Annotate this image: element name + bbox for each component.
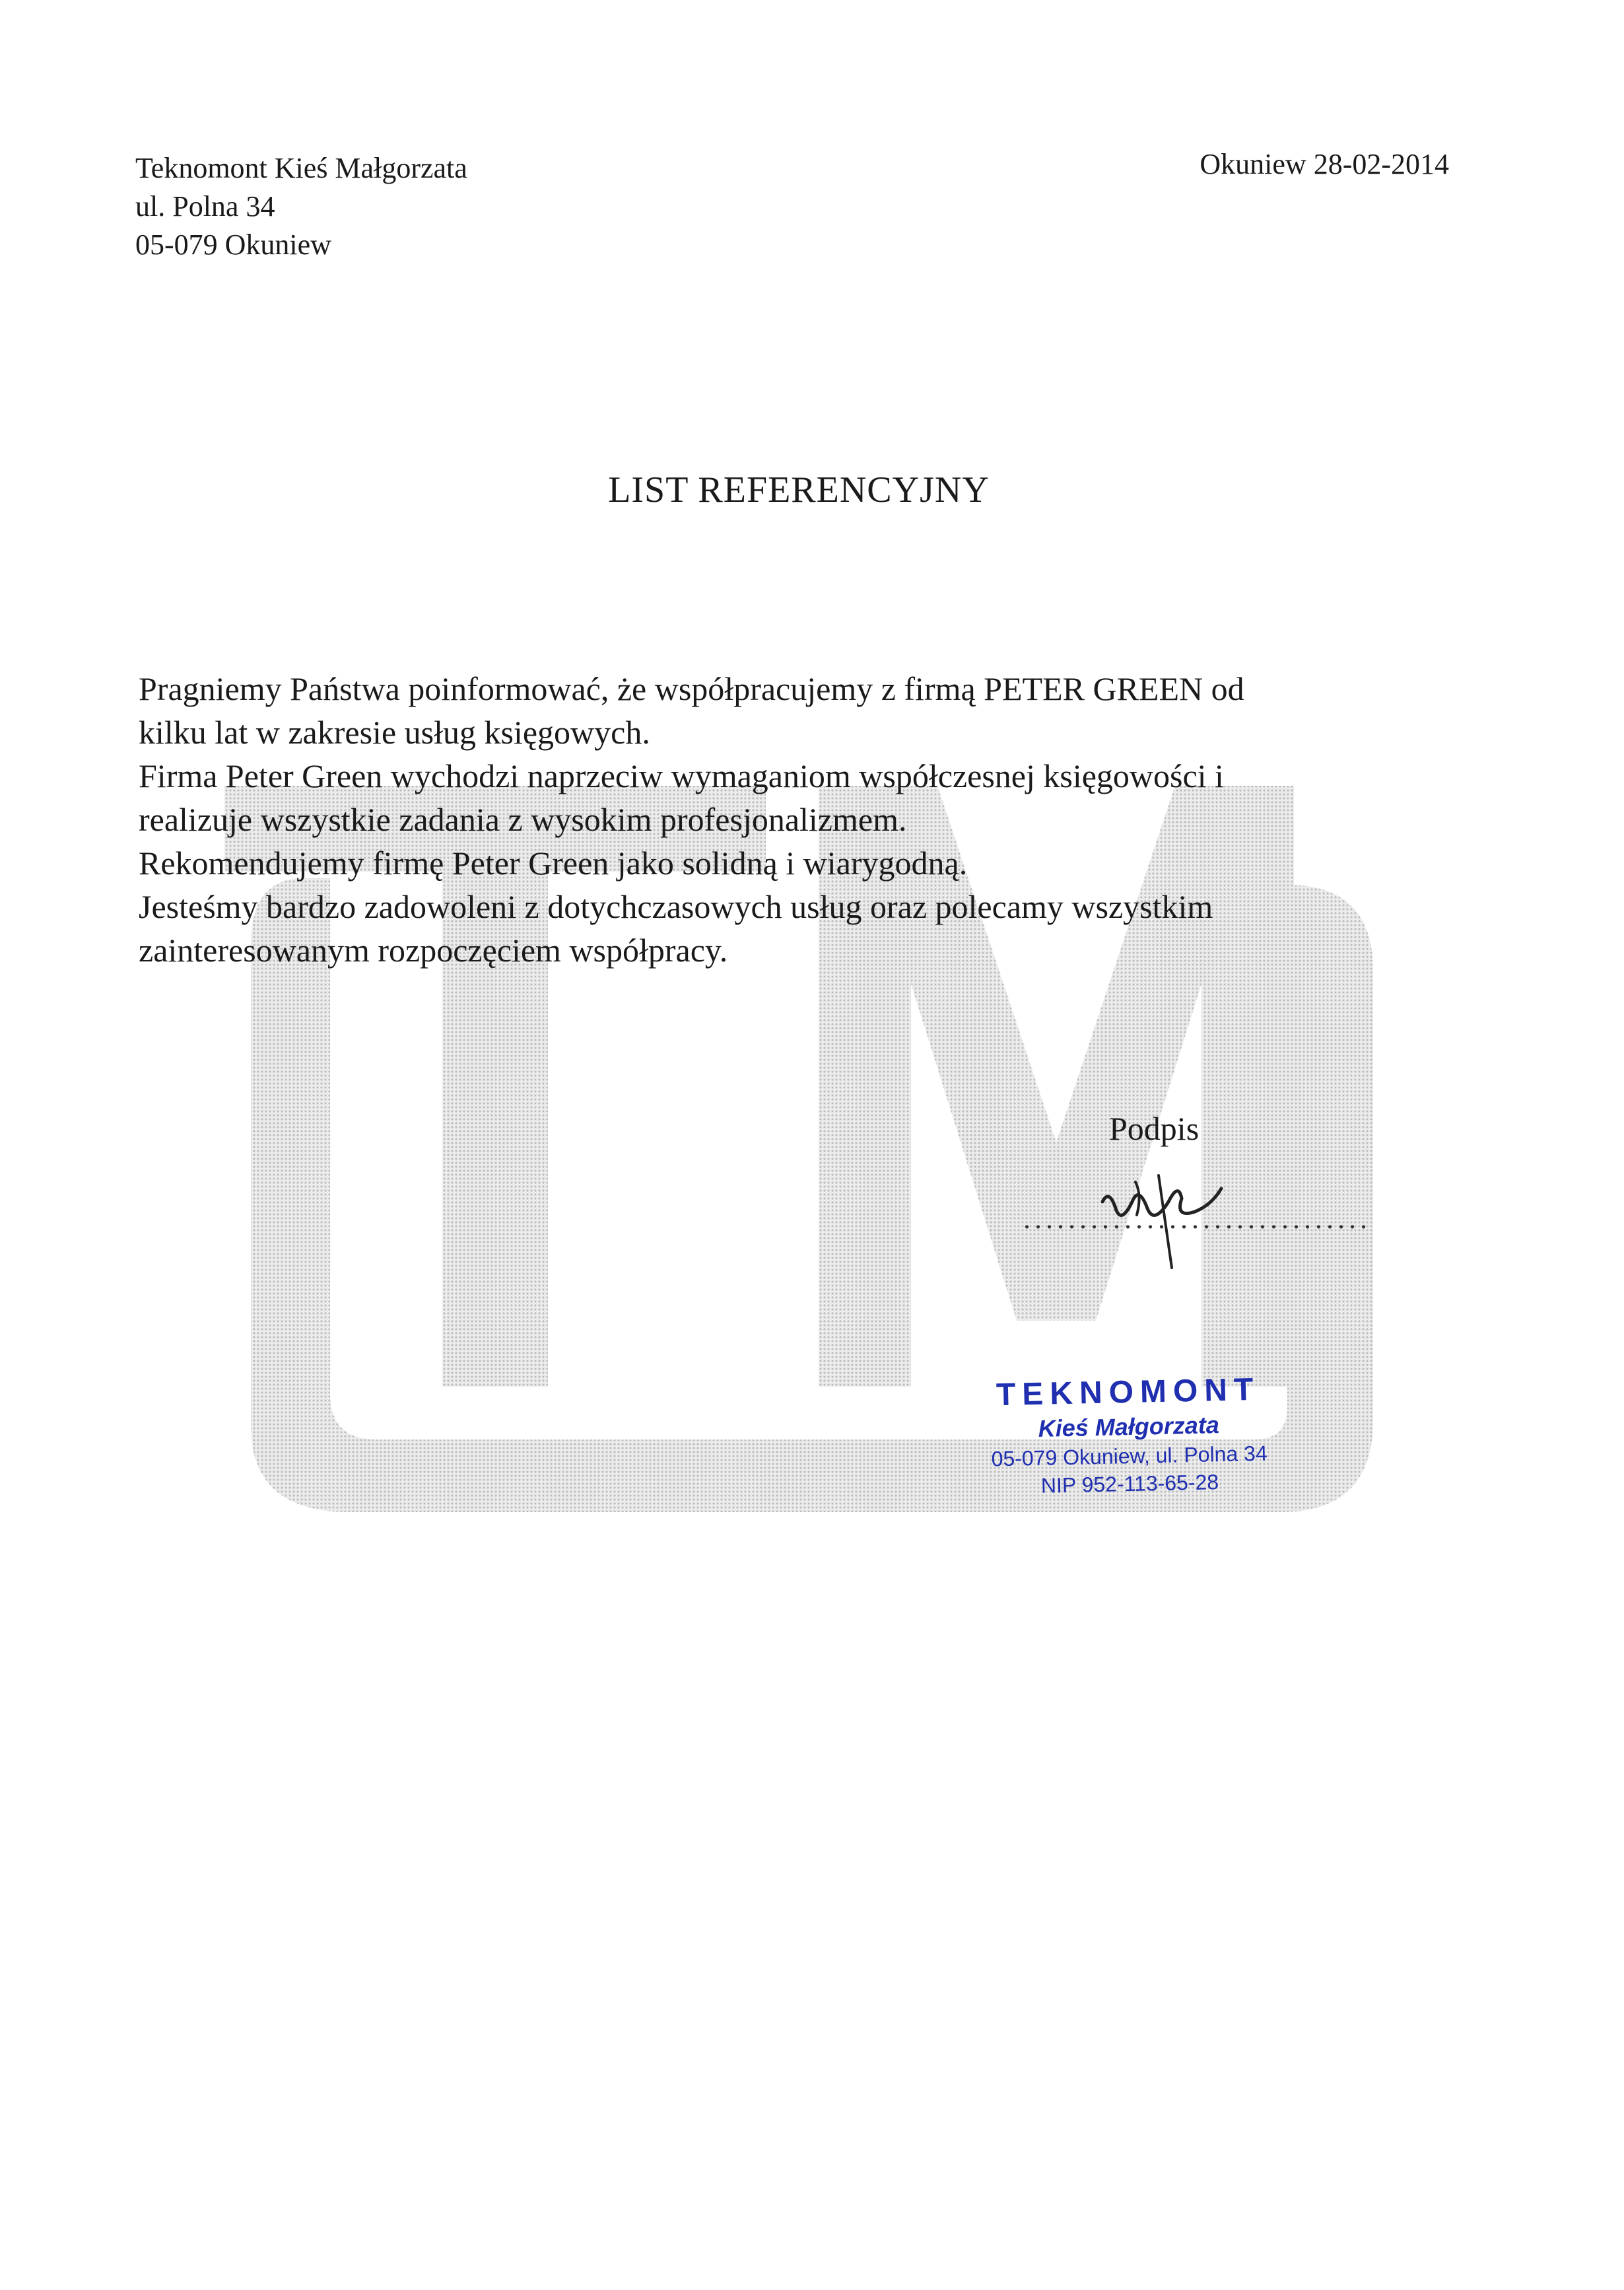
company-stamp: [936, 1370, 1322, 1502]
handwritten-signature: [1096, 1162, 1228, 1274]
stamp-nip: NIP 952-113-65-28: [1040, 1470, 1219, 1498]
stamp-owner: Kieś Małgorzata: [1038, 1411, 1220, 1442]
stamp-company-name: TEKNOMONT: [996, 1371, 1260, 1413]
sender-address: [135, 149, 467, 264]
sender-postal-city: 05-079 Okuniew: [135, 228, 331, 261]
place-date: Okuniew 28-02-2014: [1200, 148, 1449, 180]
signature-line: ...............................: [1023, 1202, 1371, 1235]
body-line: Pragniemy Państwa poinformować, że współpracujemy z firmą PETER GREEN od: [139, 670, 1244, 707]
sender-company: Teknomont Kieś Małgorzata: [135, 152, 467, 184]
body-line: realizuje wszystkie zadania z wysokim profesjonalizmem.: [139, 801, 907, 838]
stamp-address: 05-079 Okuniew, ul. Polna 34: [991, 1441, 1268, 1471]
body-line: zainteresowanym rozpoczęciem współpracy.: [139, 932, 728, 969]
body-line: Firma Peter Green wychodzi naprzeciw wymaganiom współczesnej księgowości i: [139, 757, 1224, 794]
sender-street: ul. Polna 34: [135, 190, 275, 223]
letter-body: [139, 667, 1492, 972]
body-line: Jesteśmy bardzo zadowoleni z dotychczasowych usług oraz polecamy wszystkim: [139, 888, 1213, 925]
body-line: kilku lat w zakresie usług księgowych.: [139, 714, 650, 751]
signature-label: Podpis: [1109, 1110, 1200, 1147]
document-title: LIST REFERENCYJNY: [608, 469, 990, 510]
body-line: Rekomendujemy firmę Peter Green jako solidną i wiarygodną.: [139, 845, 968, 882]
